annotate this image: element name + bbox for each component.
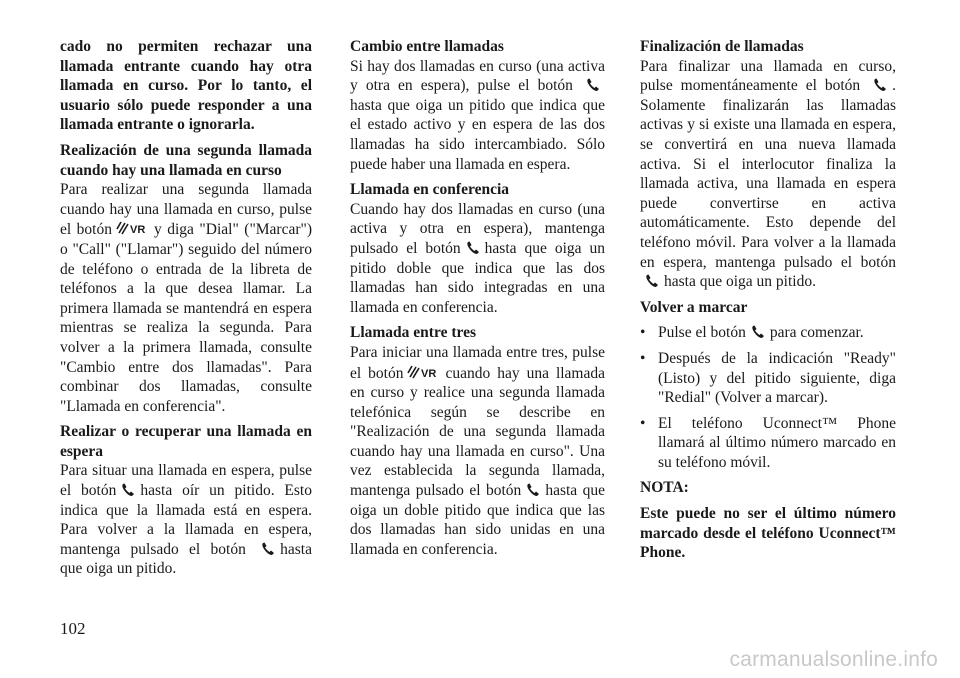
- heading-hold: Realizar o recuperar una llamada en espera: [60, 423, 312, 460]
- column-2: [350, 37, 605, 559]
- column-1: [60, 37, 312, 579]
- text-second-a: Para realizar una segunda llamada cuando hay una llamada en curso, pulse el botón: [60, 181, 312, 239]
- paragraph-conference: [350, 200, 605, 318]
- text-three-c: hasta que oiga un doble pitido que indica que las dos llamadas han sido unidas en una llamada en conferencia.: [350, 482, 605, 558]
- heading-conference: Llamada en conferencia: [350, 181, 510, 199]
- voice-recognition-icon: [407, 363, 441, 381]
- intro-paragraph: cado no permiten rechazar una llamada entrante cuando hay otra llamada en curso. Por lo tanto, el usuario sólo puede responder a una llamada entrante o ignorarla.: [60, 38, 312, 134]
- watermark: carmanualsonline.info: [729, 648, 938, 671]
- note-text: Este puede no ser el último número marcado desde el teléfono Uconnect™ Phone.: [640, 505, 896, 562]
- svg-text:VR: VR: [130, 224, 146, 237]
- voice-recognition-icon: [116, 219, 150, 237]
- bullet-icon: •: [640, 349, 646, 367]
- phone-icon: [644, 273, 660, 289]
- text-switch-a: Si hay dos llamadas en curso (una activa y otra en espera), pulse el botón: [350, 57, 605, 95]
- phone-icon: [872, 77, 888, 93]
- paragraph-hold: [60, 461, 312, 579]
- bullet1-text-b: para comenzar.: [769, 324, 864, 342]
- text-hold-b: hasta oír un pitido. Esto indica que la llamada está en espera. Para volver a la llamada en espera, mantenga pulsado el botón: [60, 482, 312, 558]
- paragraph-switch: [350, 57, 605, 175]
- heading-second-call: Realización de una segunda llamada cuando hay una llamada en curso: [60, 141, 312, 179]
- page-number: 102: [60, 619, 86, 638]
- list-item: [640, 323, 896, 343]
- list-item: [640, 414, 896, 473]
- text-end-a: Para finalizar una llamada en curso, pulse momentáneamente el botón: [640, 57, 896, 95]
- text-three-a: Para iniciar una llamada entre tres, pulse el botón: [350, 343, 605, 382]
- paragraph-three-way: [350, 343, 605, 560]
- column-3: [640, 37, 896, 563]
- bullet1-text-a: Pulse el botón: [658, 324, 746, 342]
- phone-icon: [465, 240, 481, 256]
- heading-switch: Cambio entre llamadas: [350, 38, 504, 55]
- heading-three-way: Llamada entre tres: [350, 324, 476, 342]
- text-conf-b: hasta que oiga un pitido doble que indica que las dos llamadas han sido integradas en una llamada en conferencia.: [350, 239, 605, 316]
- svg-text:VR: VR: [421, 367, 437, 380]
- text-conf-a: Cuando hay dos llamadas en curso (una activa y otra en espera), mantenga pulsado el botón: [350, 200, 605, 257]
- phone-icon: [585, 77, 601, 93]
- phone-icon: [750, 324, 766, 340]
- paragraph-end-call: [640, 57, 896, 292]
- text-end-c: hasta que oiga un pitido.: [664, 273, 816, 291]
- paragraph-second-call: [60, 180, 312, 416]
- text-switch-b: hasta que oiga un pitido que indica que el estado activo y en espera de las dos llamadas ha sido intercambiado. Sólo puede haber una llamada en espera.: [350, 96, 605, 173]
- text-end-b: . Solamente finalizarán las llamadas activas y si existe una llamada en espera, se convertirá en una nueva llamada activa. Si el interlocutor finaliza la llamada activa, una llamada en espera puede convertirse en activa automáticamente. Esto depende del teléfono móvil. Para volver a la llamada en espera, mantenga pulsado el botón: [640, 77, 896, 271]
- text-three-b: cuando hay una llamada en curso y realice una segunda llamada telefónica según se describe en "Realización de una segunda llamada cuando hay una llamada en curso". Una vez establecida la segunda llamada, mantenga pulsado el botón: [350, 364, 606, 500]
- phone-icon: [525, 482, 541, 498]
- text-second-b: y diga "Dial" ("Marcar") o "Call" ("Llamar") seguido del número de teléfono o entrada de la libreta de teléfonos a la que desea llamar. La primera llamada se mantendrá en espera mientras se realiza la segunda. Para volver a la primera llamada, consulte "Cambio entre dos llamadas". Para combinar dos llamadas, consulte "Llamada en conferencia".: [60, 221, 312, 415]
- redial-list: [640, 323, 896, 472]
- heading-end-call: Finalización de llamadas: [640, 38, 804, 55]
- text-hold-c: hasta que oiga un pitido.: [60, 540, 312, 578]
- note-label: NOTA:: [640, 479, 689, 497]
- bullet-icon: •: [640, 324, 646, 342]
- bullet3-text: El teléfono Uconnect™ Phone llamará al último número marcado en su teléfono móvil.: [658, 414, 896, 471]
- phone-icon: [260, 541, 276, 557]
- bullet2-text: Después de la indicación "Ready" (Listo) y del pitido siguiente, diga "Redial" (Volver a marcar).: [658, 349, 896, 407]
- text-hold-a: Para situar una llamada en espera, pulse el botón: [60, 462, 312, 500]
- heading-redial: Volver a marcar: [640, 298, 748, 316]
- phone-icon: [120, 482, 136, 498]
- list-item: [640, 349, 896, 408]
- bullet-icon: •: [640, 414, 646, 432]
